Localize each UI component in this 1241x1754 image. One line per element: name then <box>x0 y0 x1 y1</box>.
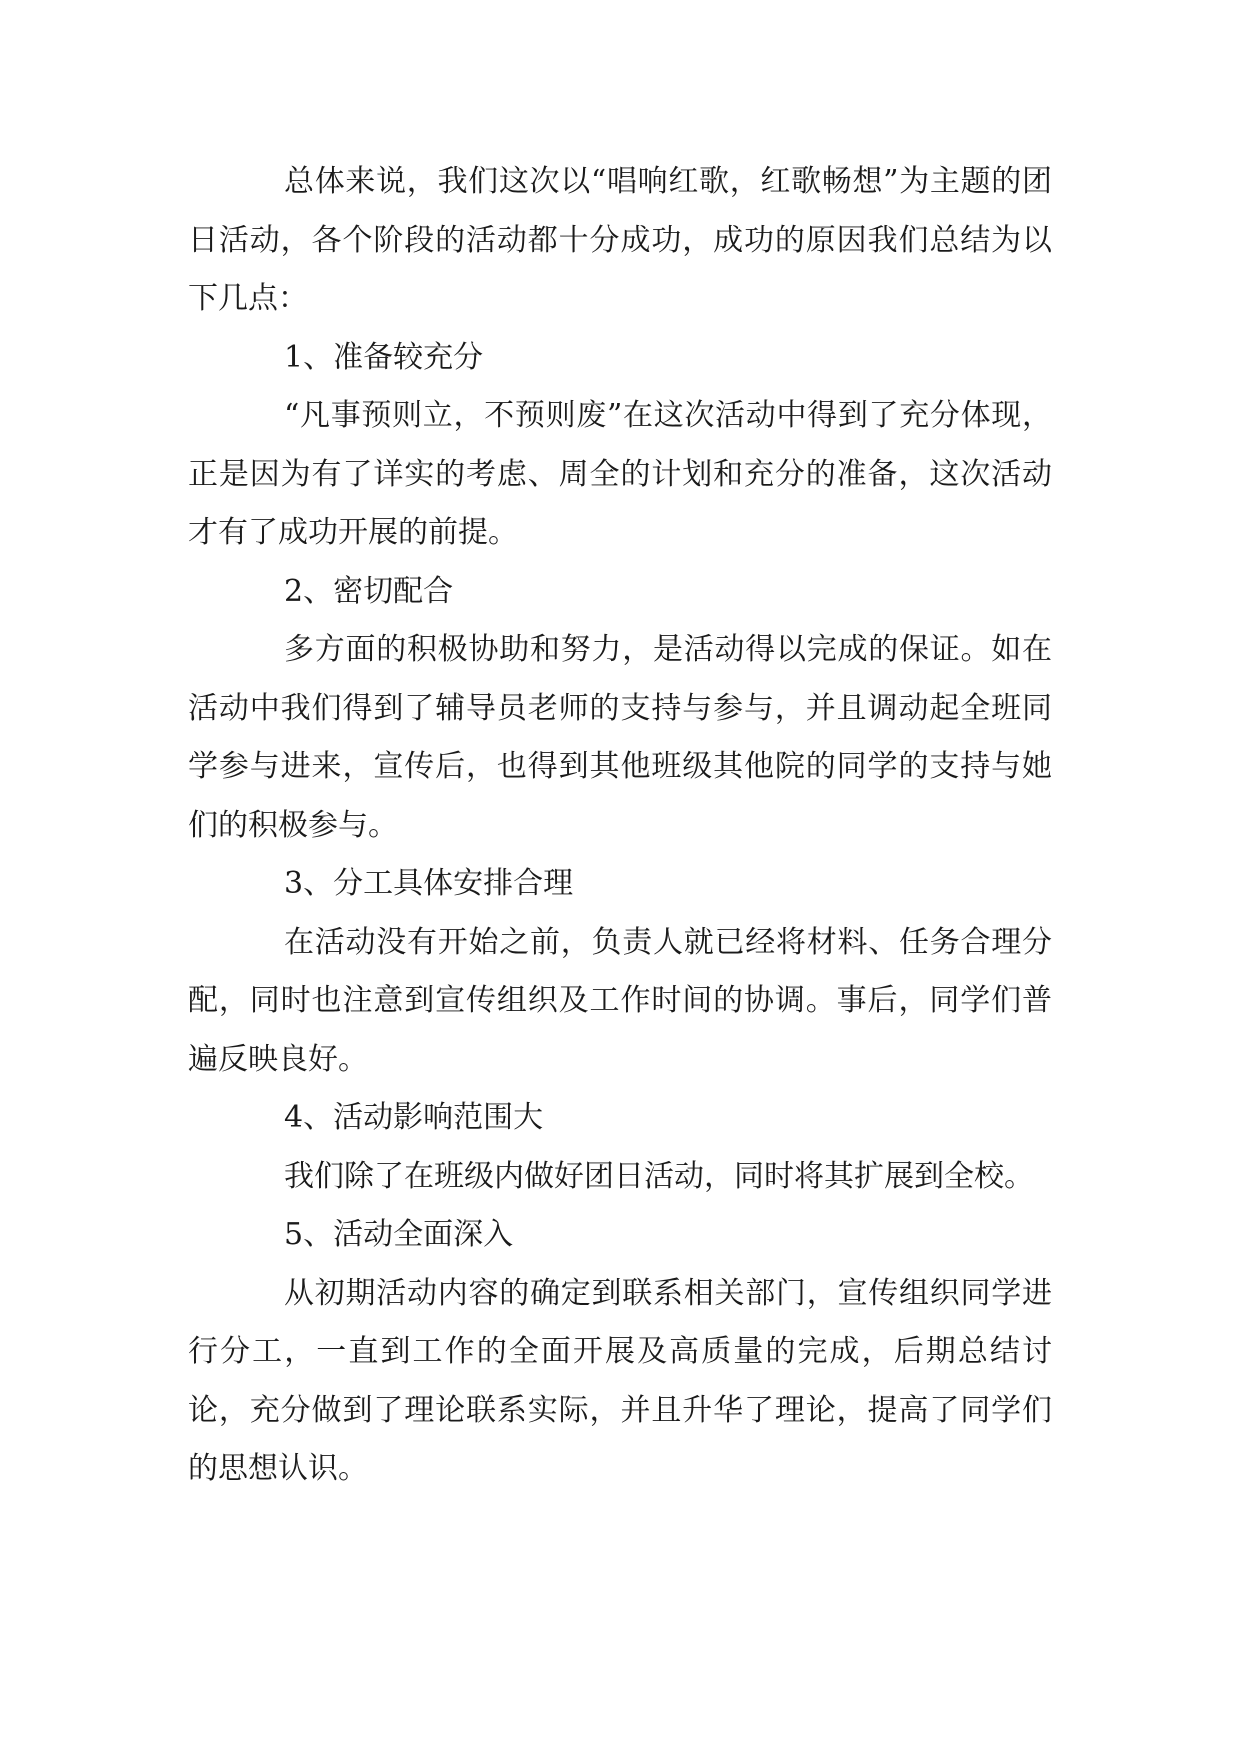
section-heading-4: 4、活动影响范围大 <box>284 1100 544 1135</box>
paragraph-summary: 总体来说，我们这次以“唱响红歌，红歌畅想”为主题的团日活动，各个阶段的活动都十分成功，成功的原因我们总结为以下几点： <box>188 164 1052 316</box>
paragraph-division-of-labor: 在活动没有开始之前，负责人就已经将材料、任务合理分配，同时也注意到宣传组织及工作时间的协调。事后，同学们普遍反映良好。 <box>188 924 1052 1077</box>
document-body <box>188 153 1052 1499</box>
paragraph-influence: 我们除了在班级内做好团日活动，同时将其扩展到全校。 <box>284 1158 1034 1194</box>
paragraph-cooperation: 多方面的积极协助和努力，是活动得以完成的保证。如在活动中我们得到了辅导员老师的支持与参与，并且调动起全班同学参与进来，宣传后，也得到其他班级其他院的同学的支持与她们的积极参与。 <box>188 632 1052 843</box>
section-heading-1: 1、准备较充分 <box>284 339 484 375</box>
paragraph-depth: 从初期活动内容的确定到联系相关部门，宣传组织同学进行分工，一直到工作的全面开展及高质量的完成，后期总结讨论，充分做到了理论联系实际，并且升华了理论，提高了同学们的思想认识。 <box>188 1275 1052 1486</box>
section-heading-3: 3、分工具体安排合理 <box>284 866 574 901</box>
section-heading-2: 2、密切配合 <box>284 573 454 609</box>
paragraph-preparation: “凡事预则立，不预则废”在这次活动中得到了充分体现，正是因为有了详实的考虑、周全的计划和充分的准备，这次活动才有了成功开展的前提。 <box>188 398 1052 550</box>
section-heading-5: 5、活动全面深入 <box>284 1217 514 1252</box>
